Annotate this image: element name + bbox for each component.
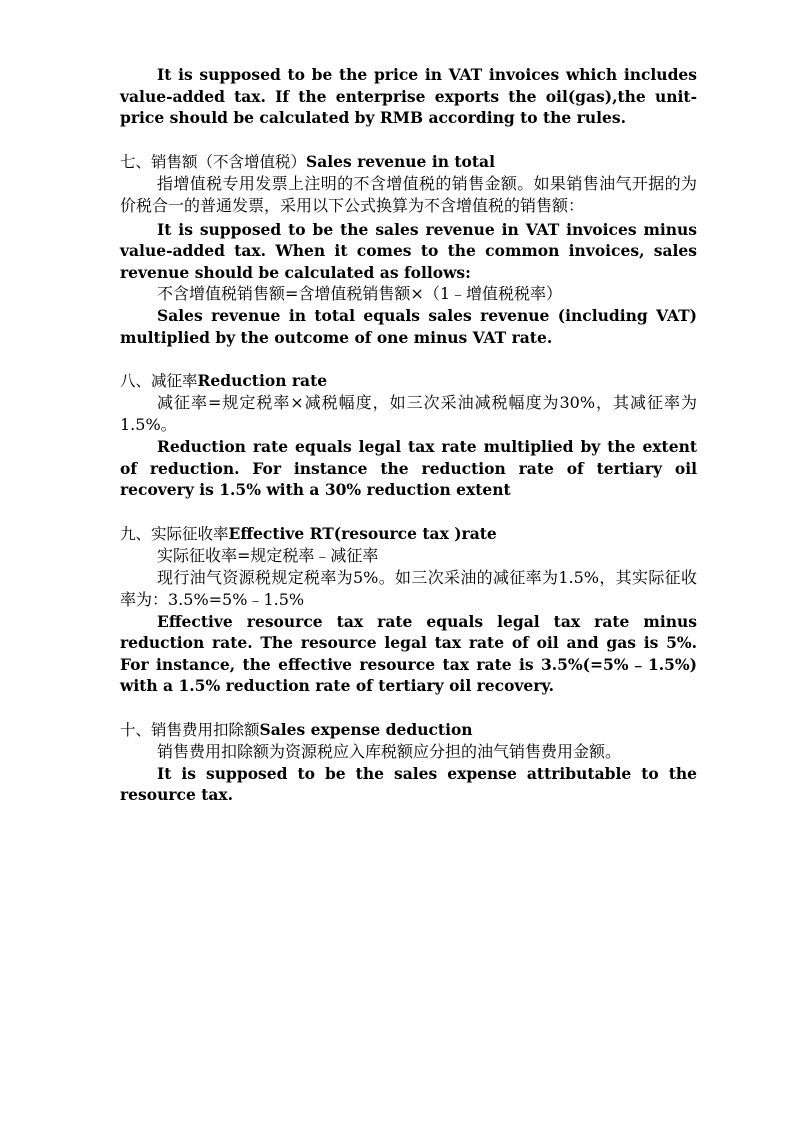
section-7-heading <box>120 151 697 173</box>
section-8-heading <box>120 370 697 392</box>
section-7-heading-zh: 七、销售额（不含增值税） <box>120 152 307 171</box>
section-7-heading-en: Sales revenue in total <box>306 151 495 171</box>
section-8-paragraph-zh: 减征率=规定税率×减税幅度，如三次采油减税幅度为30%，其减征率为1.5%。 <box>120 393 697 434</box>
section-8-paragraph-en: Reduction rate equals legal tax rate multiplied by the extent of reduction. For instance the reduction rate of tertiary oil recovery is 1.5% with a 30% reduction extent <box>120 437 697 499</box>
section-7-formula-en: Sales revenue in total equals sales revenue (including VAT) multiplied by the outcome of one minus VAT rate. <box>120 306 697 347</box>
section-8-heading-zh: 八、减征率 <box>120 372 198 390</box>
section-10-heading-zh: 十、销售费用扣除额 <box>120 720 260 739</box>
section-9-paragraph-en: Effective resource tax rate equals legal tax rate minus reduction rate. The resource legal tax rate of oil and gas is 5%. For instance, the effective resource tax rate is 3.5%(=5%﹣1.5%) with a 1.5% reduction rate of tertiary oil recovery. <box>120 611 697 695</box>
document-body <box>120 64 697 806</box>
section-9-heading <box>120 523 697 545</box>
section-7-paragraph-en: It is supposed to be the sales revenue in VAT invoices minus value-added tax. When it comes to the common invoices, sales revenue should be calculated as follows: <box>120 219 697 282</box>
section-10-heading-en: Sales expense deduction <box>259 719 473 739</box>
section-10-heading <box>120 719 697 741</box>
vat-price-paragraph-en: It is supposed to be the price in VAT invoices which includes value-added tax. If the enterprise exports the oil(gas),the unit-price should be calculated by RMB according to the rules. <box>120 65 697 127</box>
section-10-paragraph-zh: 销售费用扣除额为资源税应入库税额应分担的油气销售费用金额。 <box>157 741 622 761</box>
section-8-heading-en: Reduction rate <box>197 371 328 390</box>
section-7-formula-zh: 不含增值税销售额=含增值税销售额×（1﹣增值税税率） <box>157 284 562 303</box>
section-9-heading-zh: 九、实际征收率 <box>120 524 229 543</box>
section-9-formula-zh: 实际征收率=规定税率﹣减征率 <box>157 545 379 565</box>
section-9-heading-en: Effective RT(resource tax )rate <box>228 523 497 543</box>
section-10-paragraph-en: It is supposed to be the sales expense attributable to the resource tax. <box>120 763 697 804</box>
section-7-paragraph-zh: 指增值税专用发票上注明的不含增值税的销售金额。如果销售油气开据的为价税合一的普通发票，采用以下公式换算为不含增值税的销售额： <box>120 173 697 215</box>
section-9-paragraph-zh: 现行油气资源税规定税率为5%。如三次采油的减征率为1.5%，其实际征收率为：3.5%=5%﹣1.5% <box>120 567 697 609</box>
